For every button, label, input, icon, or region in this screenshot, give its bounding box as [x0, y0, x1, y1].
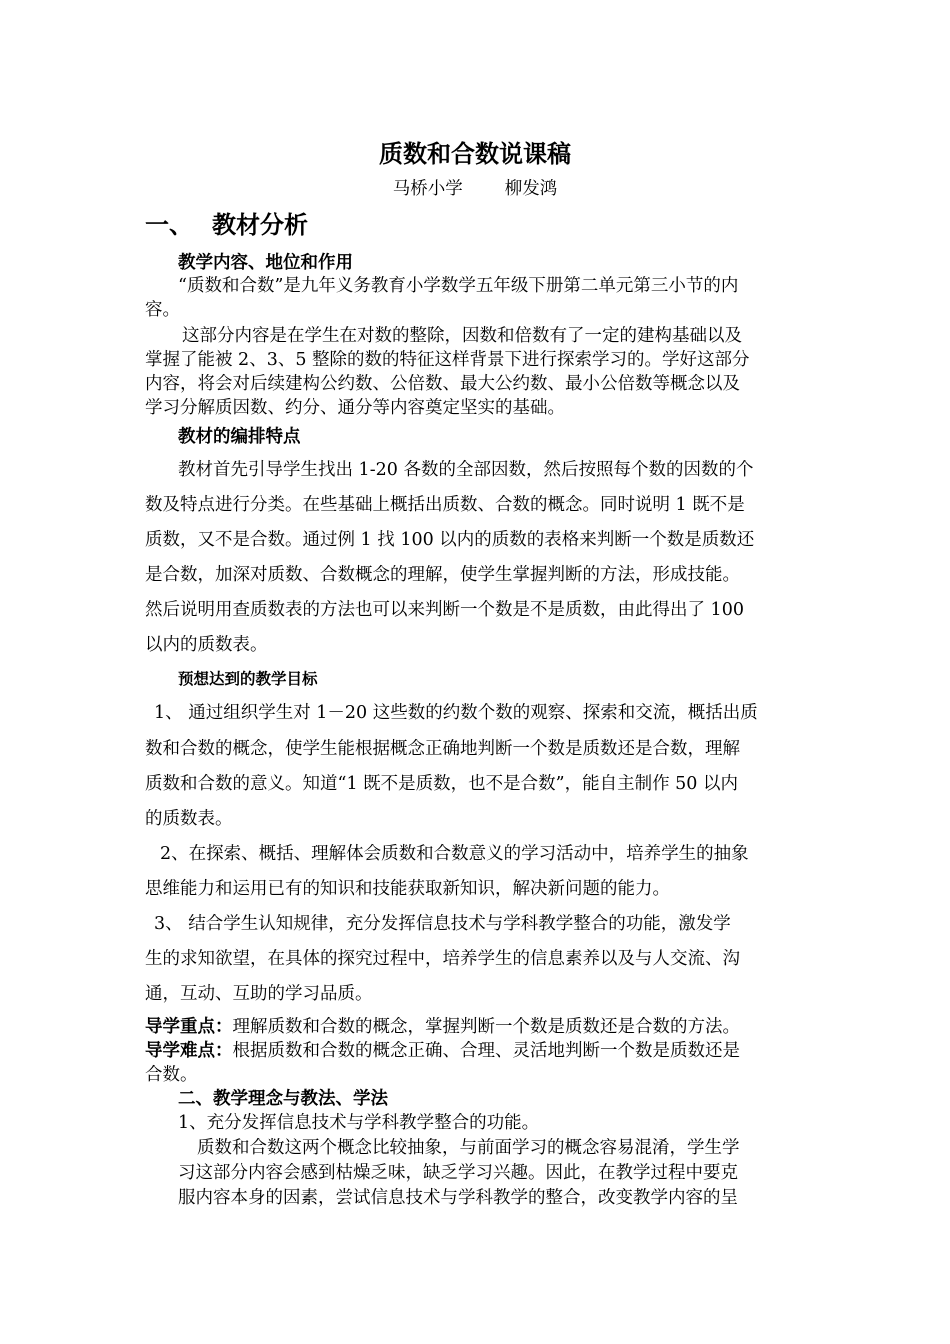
paragraph-line: 内容，将会对后续建构公约数、公倍数、最大公约数、最小公倍数等概念以及: [145, 374, 740, 394]
paragraph-line: 质数，又不是合数。通过例 1 找 100 以内的质数的表格来判断一个数是质数还: [145, 530, 755, 550]
goal-line: 的质数表。: [145, 809, 233, 829]
author-name: 柳发鸿: [504, 179, 558, 199]
goal-line: 数和合数的概念，使学生能根据概念正确地判断一个数是质数还是合数，理解: [145, 739, 740, 759]
goal-line: 3、 结合学生认知规律，充分发挥信息技术与学科教学整合的功能，激发学: [154, 914, 731, 934]
difficulty-line: [145, 1040, 810, 1062]
paragraph-line: 是合数，加深对质数、合数概念的理解，使学生掌握判断的方法，形成技能。: [145, 565, 740, 585]
paragraph-line: 掌握了能被 2、3、5 整除的数的特征这样背景下进行探索学习的。学好这部分: [145, 350, 750, 370]
goal-line: 通，互动、互助的学习品质。: [145, 984, 373, 1004]
section1-heading: [145, 210, 308, 240]
paragraph-line: 数及特点进行分类。在些基础上概括出质数、合数的概念。同时说明 1 既不是: [145, 495, 745, 515]
section1-title: 教材分析: [212, 210, 308, 239]
paragraph-line: 服内容本身的因素，尝试信息技术与学科教学的整合，改变教学内容的呈: [178, 1188, 738, 1208]
section2-heading: 二、教学理念与教法、学法: [178, 1089, 388, 1109]
paragraph-line: 以内的质数表。: [145, 635, 268, 655]
paragraph-line: “质数和合数”是九年义务教育小学数学五年级下册第二单元第三小节的内: [178, 276, 739, 296]
goal-line: 质数和合数的意义。知道“1 既不是质数，也不是合数”，能自主制作 50 以内: [145, 774, 738, 794]
section1-number: 一、: [145, 210, 193, 239]
subheading-textbook-features: 教材的编排特点: [178, 427, 301, 447]
key-point-label: 导学重点：: [145, 1017, 233, 1037]
goal-line: 2、在探索、概括、理解体会质数和合数意义的学习活动中，培养学生的抽象: [160, 844, 749, 864]
section2-item: 1、充分发挥信息技术与学科教学整合的功能。: [178, 1113, 540, 1133]
key-point-text: 理解质数和合数的概念，掌握判断一个数是质数还是合数的方法。: [232, 1017, 740, 1037]
document-title: 质数和合数说课稿: [379, 139, 571, 168]
goal-line: 1、 通过组织学生对 1－20 这些数的约数个数的观察、探索和交流，概括出质: [154, 703, 758, 723]
paragraph-line: 质数和合数这两个概念比较抽象，与前面学习的概念容易混淆，学生学: [197, 1138, 740, 1158]
paragraph-line: 这部分内容是在学生在对数的整除，因数和倍数有了一定的建构基础以及: [182, 326, 742, 346]
author-line: [0, 178, 950, 200]
paragraph-line: 教材首先引导学生找出 1-20 各数的全部因数，然后按照每个数的因数的个: [178, 460, 754, 480]
key-point-line: [145, 1016, 810, 1038]
author-school: 马桥小学: [392, 179, 463, 199]
paragraph-line: 然后说明用查质数表的方法也可以来判断一个数是不是质数，由此得出了 100: [145, 600, 744, 620]
difficulty-text: 根据质数和合数的概念正确、合理、灵活地判断一个数是质数还是: [232, 1041, 740, 1061]
paragraph-line: 容。: [145, 300, 180, 320]
paragraph-line: 习这部分内容会感到枯燥乏味，缺乏学习兴趣。因此，在教学过程中要克: [178, 1163, 738, 1183]
subheading-content-position: 教学内容、地位和作用: [178, 253, 353, 273]
goal-line: 思维能力和运用已有的知识和技能获取新知识，解决新问题的能力。: [145, 879, 670, 899]
difficulty-label: 导学难点：: [145, 1041, 233, 1061]
subheading-teaching-goals: 预想达到的教学目标: [178, 669, 318, 688]
paragraph-line: 学习分解质因数、约分、通分等内容奠定坚实的基础。: [145, 398, 565, 418]
goal-line: 生的求知欲望，在具体的探究过程中，培养学生的信息素养以及与人交流、沟: [145, 949, 740, 969]
difficulty-line-2: 合数。: [145, 1065, 198, 1085]
